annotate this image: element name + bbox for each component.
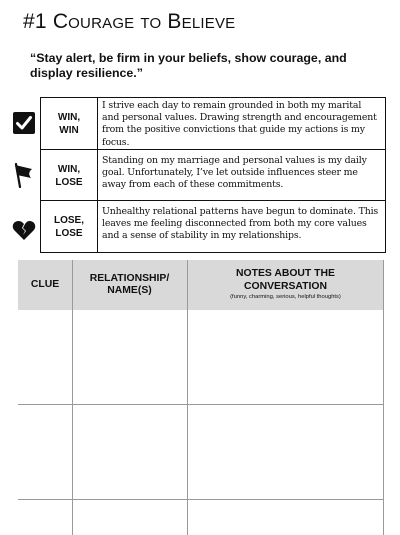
status-description: Unhealthy relational patterns have begun to dominate. This leaves me feeling disconnected from both my core values and a sense of stability in my relationships. <box>102 206 379 242</box>
status-box <box>40 97 386 253</box>
col-header-clue <box>18 260 72 310</box>
status-row-lose-lose <box>41 201 385 252</box>
status-label <box>41 201 98 252</box>
status-label <box>41 150 98 201</box>
status-row-win-win <box>41 98 385 150</box>
status-label <box>41 98 98 150</box>
broken-heart-icon <box>8 214 40 246</box>
col-header-notes-line1: NOTES ABOUT THE <box>236 268 335 279</box>
status-label-line1: WIN, <box>57 163 81 175</box>
column-divider <box>383 260 384 535</box>
status-icons-column <box>8 97 40 253</box>
clue-table <box>18 260 384 535</box>
status-label-line2: WIN <box>59 125 79 136</box>
status-label-line1: LOSE, <box>53 214 84 226</box>
page-title <box>23 10 235 34</box>
row-divider <box>18 404 384 405</box>
col-header-clue-text: CLUE <box>30 278 60 290</box>
checkmark-box-icon <box>8 107 40 139</box>
col-header-notes-line2: CONVERSATION <box>244 280 327 292</box>
status-label-line2: LOSE <box>55 227 83 239</box>
col-header-relationship-line1: RELATIONSHIP/ <box>89 272 170 284</box>
col-header-relationship <box>72 260 187 310</box>
status-legend-table <box>8 97 386 253</box>
column-divider <box>72 260 73 535</box>
title-text: Courage to Believe <box>52 10 236 33</box>
column-divider <box>187 260 188 535</box>
status-label-line2: LOSE <box>55 176 83 188</box>
col-header-relationship-line2: NAME(S) <box>107 285 152 296</box>
row-divider <box>18 499 384 500</box>
status-description: I strive each day to remain grounded in both my marital and personal values. Drawing strength and encouragement from the positive convictions that guide my actions is my focus. <box>102 100 377 148</box>
flag-icon <box>8 159 40 191</box>
status-row-win-lose <box>41 150 385 201</box>
title-number: #1 <box>23 10 47 33</box>
status-label-line1: WIN, <box>57 112 81 123</box>
col-header-notes-hint: (funny, charming, serious, helpful thoughts) <box>230 294 341 300</box>
quote-text: “Stay alert, be firm in your beliefs, show courage, and display resilience.” <box>30 51 347 80</box>
status-description: Standing on my marriage and personal values is my daily goal. Unfortunately, I’ve let outside influences steer me away from each of these commitments. <box>102 155 367 191</box>
col-header-notes <box>187 260 384 310</box>
